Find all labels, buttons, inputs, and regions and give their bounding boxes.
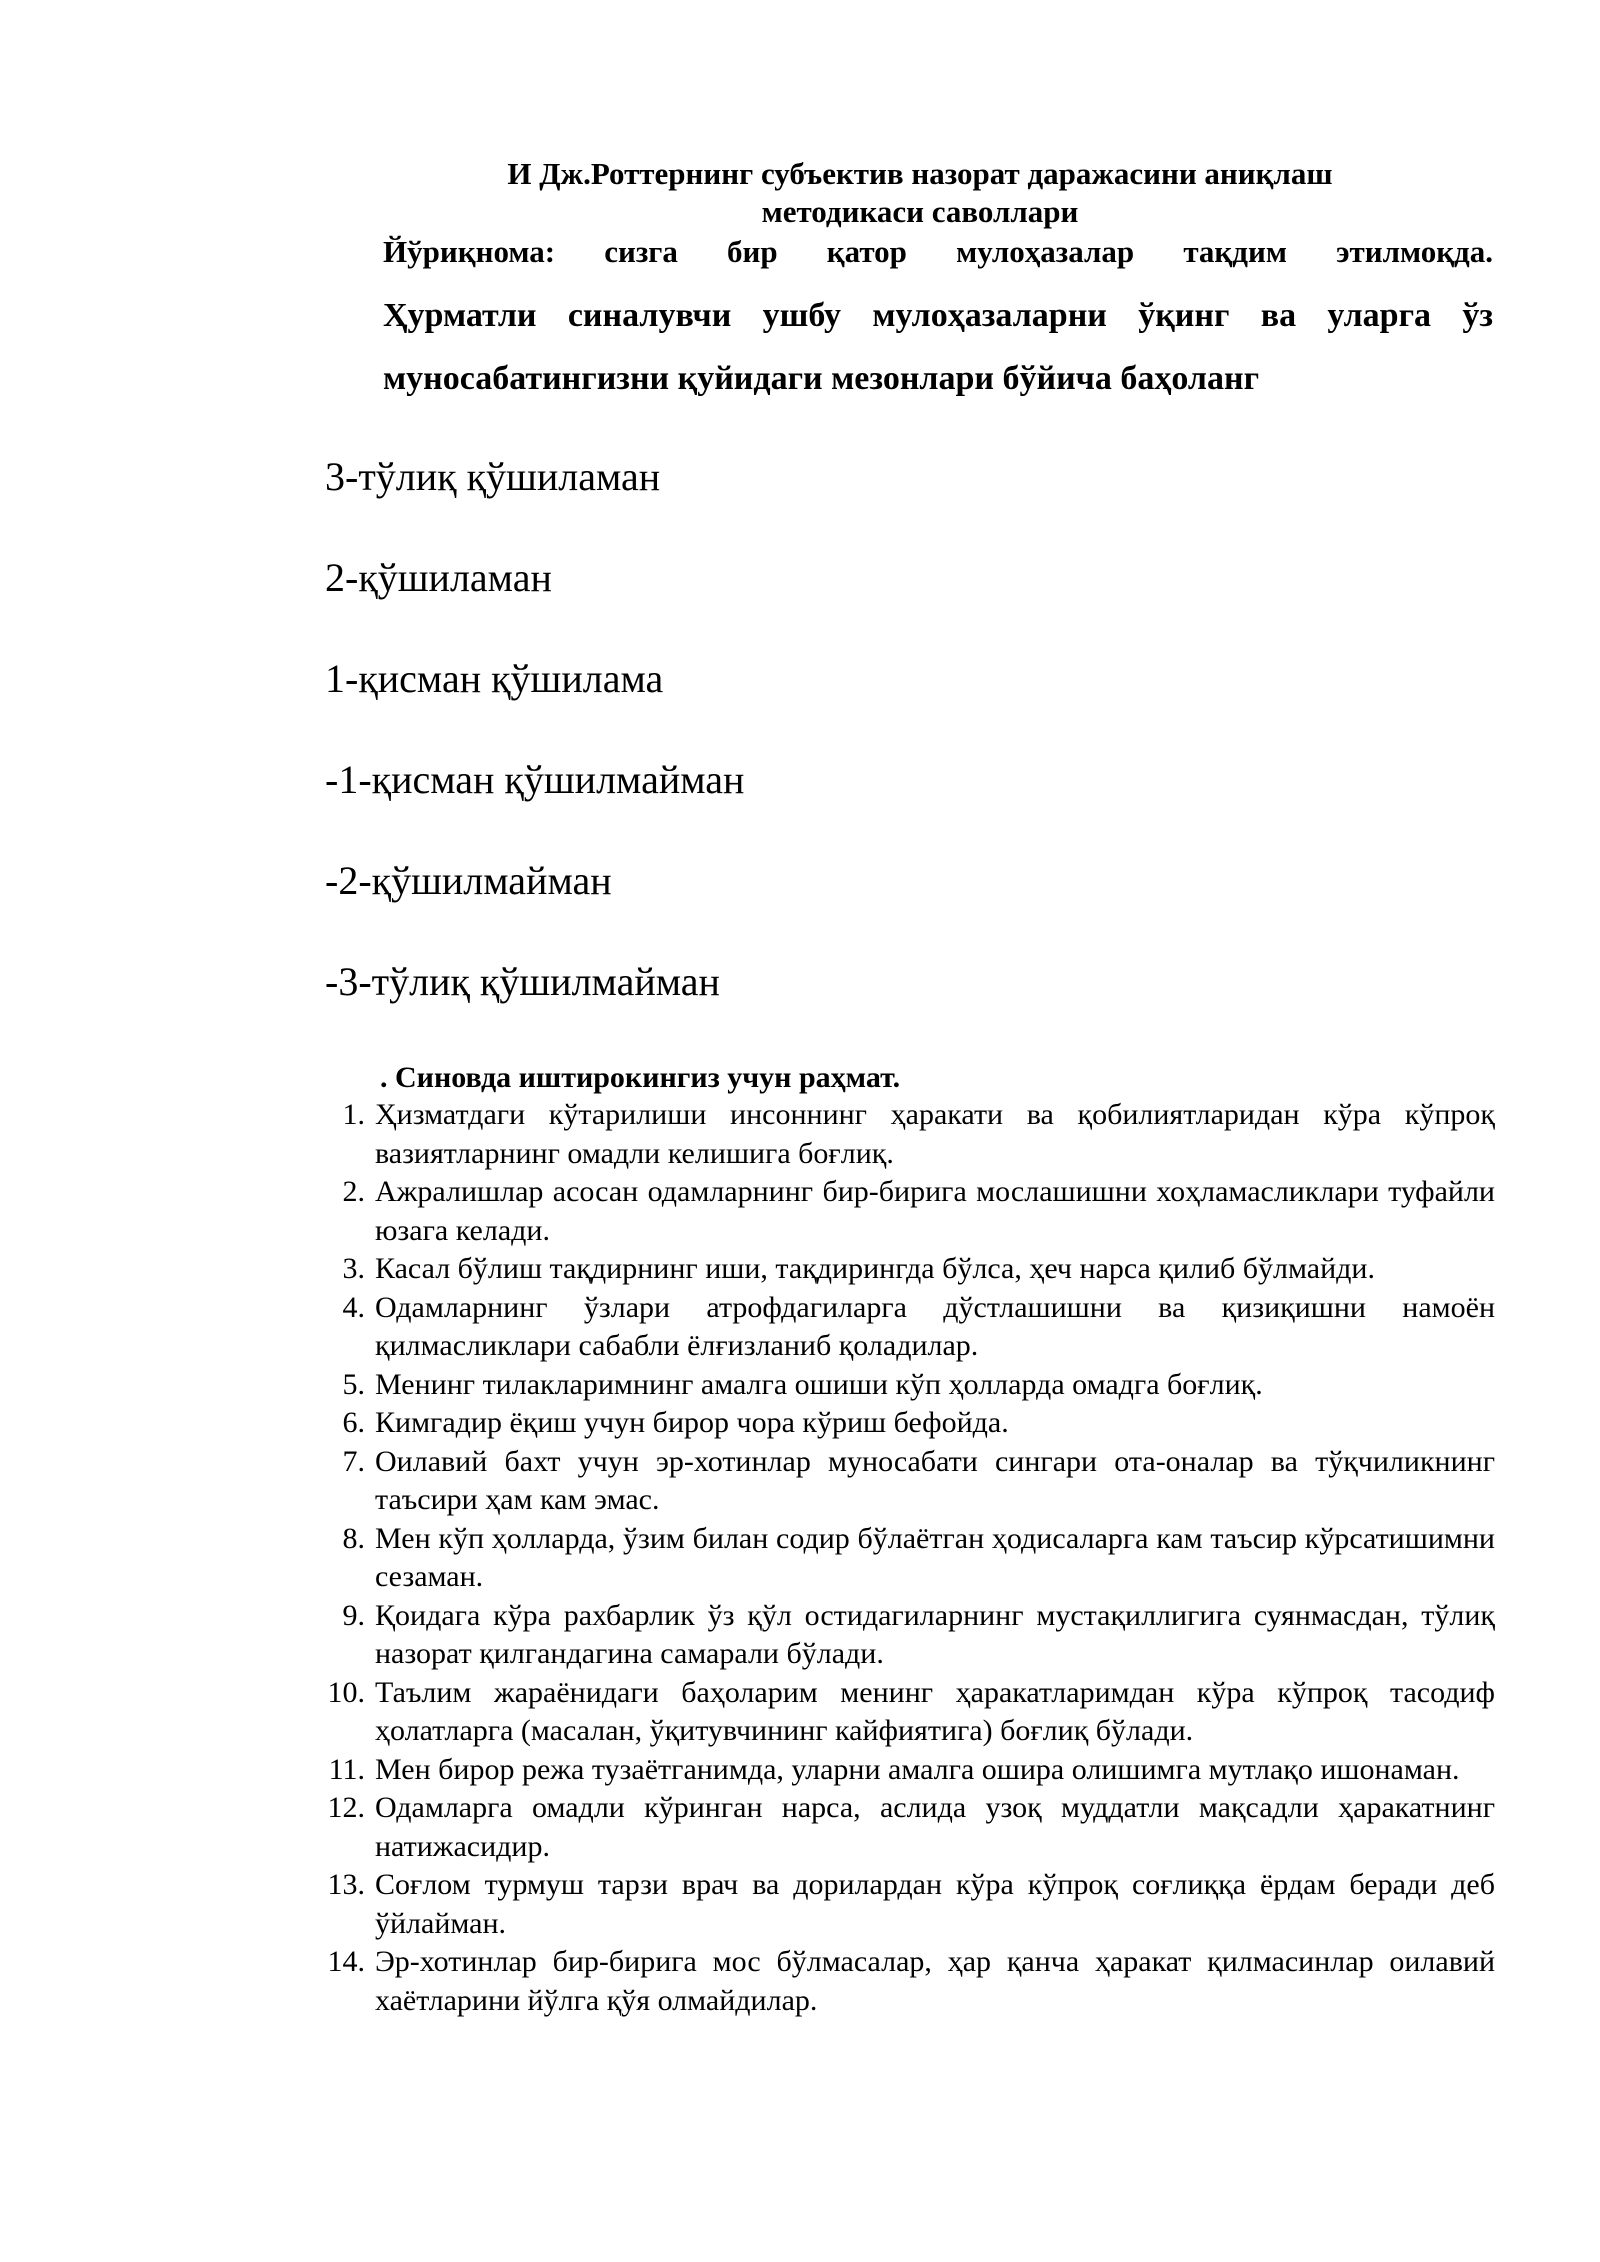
- question-number: 6.: [342, 1406, 365, 1439]
- question-item: [305, 1943, 1495, 2020]
- question-text: Мен кўп ҳолларда, ўзим билан содир бўлаётган ҳодисаларга кам таъсир кўрсатишимни сезаман.: [375, 1521, 1495, 1593]
- question-item: [305, 1404, 1495, 1443]
- question-item: [305, 1250, 1495, 1289]
- question-text: Эр-хотинлар бир-бирига мос бўлмасалар, ҳар қанча ҳаракат қилмасинлар оилавий хаётларини йўлга қўя олмайдилар.: [375, 1945, 1495, 2017]
- question-number: 14.: [327, 1945, 365, 1978]
- question-text: Таълим жараёнидаги баҳоларим менинг ҳаракатларимдан кўра кўпроқ тасодиф ҳолатларга (масалан, ўқитувчининг кайфиятига) боғлиқ бўлади.: [375, 1675, 1495, 1747]
- question-text: Ажралишлар асосан одамларнинг бир-бирига мослашишни хоҳламасликлари туфайли юзага келади.: [375, 1175, 1495, 1247]
- question-text: Одамларга омадли кўринган нарса, аслида узоқ муддатли мақсадли ҳаракатнинг натижасидир.: [375, 1791, 1495, 1863]
- question-text: Соғлом турмуш тарзи врач ва дорилардан кўра кўпроқ соғлиққа ёрдам беради деб ўйлайман.: [375, 1868, 1495, 1940]
- question-number: 12.: [327, 1791, 365, 1824]
- scale-option-2: 2-қўшиламан: [325, 555, 552, 600]
- question-number: 7.: [342, 1444, 365, 1478]
- question-number: 3.: [342, 1252, 365, 1285]
- question-item: [305, 1520, 1495, 1597]
- question-text: Касал бўлиш тақдирнинг иши, тақдирингда бўлса, ҳеч нарса қилиб бўлмайди.: [375, 1252, 1375, 1285]
- document-title-line-2: методикаси саволлари: [761, 194, 1079, 229]
- question-number: 1.: [342, 1098, 365, 1131]
- question-number: 11.: [328, 1752, 365, 1786]
- question-number: 4.: [342, 1290, 365, 1324]
- document-title-line-1: И Дж.Роттернинг субъектив назорат даражасини аниқлаш: [507, 156, 1333, 191]
- scale-option-minus-1: -1-қисман қўшилмайман: [325, 757, 745, 802]
- thanks-note: . Синовда иштирокингиз учун раҳмат.: [380, 1061, 901, 1094]
- question-item: [305, 1173, 1495, 1250]
- question-number: 5.: [342, 1367, 365, 1401]
- question-text: Оилавий бахт учун эр-хотинлар муносабати сингари ота-оналар ва тўқчиликнинг таъсири ҳам кам эмас.: [375, 1444, 1495, 1516]
- question-text: Мен бирор режа тузаётганимда, уларни амалга ошира олишимга мутлақо ишонаман.: [375, 1752, 1460, 1786]
- question-text: Ҳизматдаги кўтарилиши инсоннинг ҳаракати ва қобилиятларидан кўра кўпроқ вазиятларнинг омадли келишига боғлиқ.: [375, 1098, 1495, 1170]
- question-item: [305, 1597, 1495, 1674]
- scale-option-minus-3: -3-тўлиқ қўшилмайман: [325, 959, 720, 1004]
- question-item: [305, 1096, 1495, 1173]
- question-text: Қоидага кўра рахбарлик ўз қўл остидагиларнинг мустақиллигига суянмасдан, тўлиқ назорат қилгандагина самарали бўлади.: [375, 1598, 1495, 1670]
- instruction-line-3: муносабатингизни қуйидаги мезонлари бўйича баҳоланг: [383, 360, 1260, 397]
- question-number: 10.: [327, 1675, 365, 1709]
- question-item: [305, 1443, 1495, 1520]
- question-number: 2.: [342, 1175, 365, 1208]
- question-text: Одамларнинг ўзлари атрофдагиларга дўстлашишни ва қизиқишни намоён қилмасликлари сабабли ёлғизланиб қоладилар.: [375, 1290, 1495, 1362]
- question-number: 9.: [342, 1598, 365, 1632]
- question-number: 8.: [342, 1521, 365, 1555]
- question-text: Менинг тилакларимнинг амалга ошиши кўп ҳолларда омадга боғлиқ.: [375, 1367, 1263, 1401]
- scale-option-1: 1-қисман қўшилама: [325, 656, 664, 701]
- question-item: [305, 1866, 1495, 1943]
- question-item: [305, 1366, 1495, 1405]
- instruction-line-1: Йўриқнома: сизга бир қатор мулоҳазалар тақдим этилмоқда.: [383, 234, 1493, 269]
- question-item: [305, 1674, 1495, 1751]
- scale-option-3: 3-тўлиқ қўшиламан: [325, 454, 661, 499]
- question-item: [305, 1289, 1495, 1366]
- question-number: 13.: [327, 1868, 365, 1901]
- question-item: [305, 1789, 1495, 1866]
- scale-option-minus-2: -2-қўшилмайман: [325, 858, 612, 903]
- instruction-line-2: Ҳурматли синалувчи ушбу мулоҳазаларни ўқинг ва уларга ўз: [383, 297, 1493, 334]
- question-text: Кимгадир ёқиш учун бирор чора кўриш бефойда.: [375, 1406, 1009, 1439]
- question-item: [305, 1751, 1495, 1790]
- question-list: [305, 1096, 1495, 2020]
